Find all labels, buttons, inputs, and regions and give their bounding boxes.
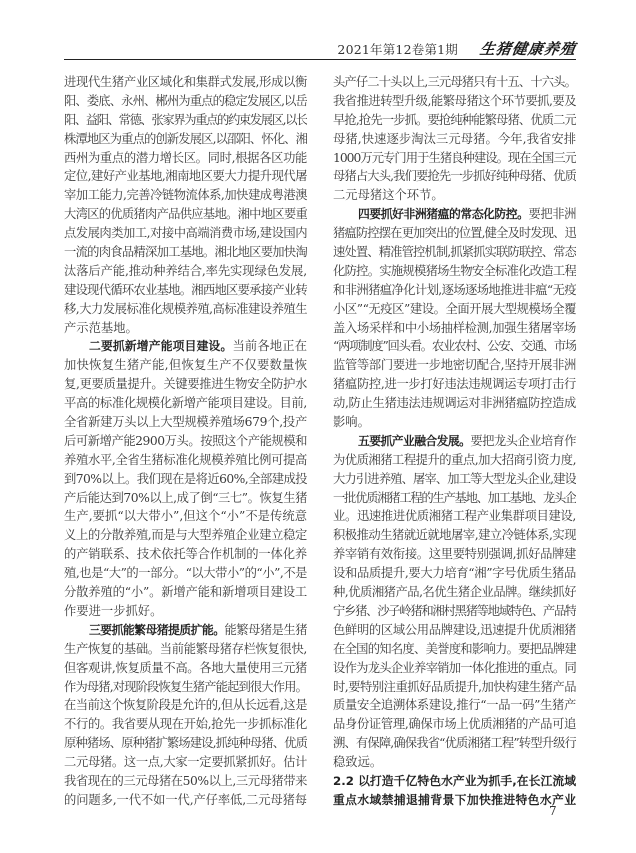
text-line xyxy=(333,678,576,697)
line-text: 二元母猪这个环节。 xyxy=(333,188,444,203)
line-text: 业。迅速推进优质湘猪工程产业集群项目建设, xyxy=(333,509,576,524)
line-text: 产示范基地。 xyxy=(64,320,138,335)
journal-logo: 生猪健康养殖 xyxy=(478,40,578,58)
line-text: 我省推进转型升级,能繁母猪这个环节要抓,要及 xyxy=(333,93,576,108)
text-line xyxy=(64,602,307,621)
text-line xyxy=(333,375,576,394)
line-text: 宁乡猪、沙子岭猪和湘村黑猪等地域特色、产品特 xyxy=(333,603,576,618)
line-text: 我省现在的三元母猪在50%以上,三元母猪带来 xyxy=(64,773,307,788)
line-text: 化防控。实施规模猪场生物安全标准化改造工程 xyxy=(333,263,576,278)
text-line xyxy=(64,451,307,470)
text-line xyxy=(64,130,307,149)
text-line xyxy=(64,262,307,281)
text-line xyxy=(64,224,307,243)
text-line xyxy=(64,640,307,659)
line-text: 色鲜明的区域公用品牌建设,迅速提升优质湘猪 xyxy=(333,622,576,637)
text-line xyxy=(333,659,576,678)
line-text: 复,更要质量提升。关键要推进生物安全防护水 xyxy=(64,377,307,392)
text-line xyxy=(333,186,576,205)
text-line xyxy=(64,149,307,168)
line-text: 移,大力发展标准化规模养殖,高标准建设养殖生 xyxy=(64,301,307,316)
text-line xyxy=(333,507,576,526)
text-line xyxy=(64,489,307,508)
line-text: 和非洲猪瘟净化计划,逐场逐场地推进非瘟“无疫 xyxy=(333,282,576,297)
line-text: 但客观讲,恢复质量不高。各地大量使用三元猪 xyxy=(64,660,307,675)
text-line xyxy=(64,375,307,394)
text-line xyxy=(64,621,307,640)
line-text: 影响。 xyxy=(333,415,370,430)
line-text: 殖,也是“大”的一部分。“以大带小”的“小”,不是 xyxy=(64,566,307,581)
text-line xyxy=(333,243,576,262)
line-text: 原种猪场、原种猪扩繁场建设,抓纯种母猪、优质 xyxy=(64,736,307,751)
text-line xyxy=(64,186,307,205)
line-text: 加快恢复生猪产能,但恢复生产不仅要数量恢 xyxy=(64,358,307,373)
text-line xyxy=(333,526,576,545)
issue-info: 2021年第12卷第1期 xyxy=(337,42,458,57)
text-line xyxy=(333,715,576,734)
text-line xyxy=(64,319,307,338)
line-text: 大力引进养殖、屠宰、加工等大型龙头企业,建设 xyxy=(333,471,576,486)
line-text: 生产恢复的基础。当前能繁母猪存栏恢复很快, xyxy=(64,641,307,656)
line-text: 1000万元专门用于生猪良种建设。现在全国三元 xyxy=(333,150,576,165)
text-line xyxy=(64,583,307,602)
text-line xyxy=(333,300,576,319)
paragraph-heading: 五要抓产业融合发展。 xyxy=(358,433,471,448)
text-line xyxy=(333,130,576,149)
line-text: 产后能达到70%以上,成了倒“三七”。恢复生猪 xyxy=(64,490,307,505)
text-line xyxy=(333,734,576,753)
line-text: 西州为重点的潜力增长区。同时,根据各区功能 xyxy=(64,150,307,165)
line-text: 监管等部门要进一步地密切配合,坚持开展非洲 xyxy=(333,358,576,373)
line-text: 猪瘟防控,进一步打好违法违规调运专项打击行 xyxy=(333,377,576,392)
section-heading-line xyxy=(333,791,576,810)
line-text: 母猪占大头,我们要抢先一步抓好纯种母猪、优质 xyxy=(333,169,576,184)
text-line xyxy=(333,394,576,413)
line-text: 的产销联系、技术依托等合作机制的一体化养 xyxy=(64,547,307,562)
text-line xyxy=(64,772,307,791)
text-line xyxy=(64,92,307,111)
text-line xyxy=(64,394,307,413)
line-text: 养宰销有效衔接。这里要特别强调,抓好品牌建 xyxy=(333,547,576,562)
text-line xyxy=(333,356,576,375)
line-text: 品身份证管理,确保市场上优质湘猪的产品可追 xyxy=(333,717,576,732)
text-line xyxy=(333,545,576,564)
line-text: 株潭地区为重点的创新发展区,以邵阳、怀化、湘 xyxy=(64,131,307,146)
text-line xyxy=(64,678,307,697)
text-line xyxy=(333,413,576,432)
right-column xyxy=(333,73,576,810)
line-text: 为优质湘猪工程提升的重点,加大招商引资力度, xyxy=(333,452,576,467)
line-text: 种,优质湘猪产品,名优生猪企业品牌。继续抓好 xyxy=(333,585,576,600)
text-line xyxy=(333,73,576,92)
line-text: 当前各地正在 xyxy=(232,339,307,354)
line-text: 一批优质湘猪工程的生产基地、加工基地、龙头企 xyxy=(333,490,576,505)
line-text: 生产,要抓“以大带小”,但这个“小”不是传统意 xyxy=(64,509,307,524)
paragraph-heading: 三要抓能繁母猪提质扩能。 xyxy=(89,622,225,637)
line-text: 能繁母猪是生猪 xyxy=(224,622,307,637)
line-text: 点发展肉类加工,对接中高端消费市场,建设国内 xyxy=(64,226,307,241)
line-text: 早抢,抢先一步抓。要抢纯种能繁母猪、优质二元 xyxy=(333,112,576,127)
line-text: 大湾区的优质猪肉产品供应基地。湘中地区要重 xyxy=(64,207,307,222)
text-line xyxy=(64,281,307,300)
line-text: 二元母猪。这一点,大家一定要抓紧抓好。估计 xyxy=(64,755,307,770)
line-text: 质量安全追溯体系建设,推行“一品一码”生猪产 xyxy=(333,698,576,713)
line-text: 后可新增产能2900万头。按照这个产能规模和 xyxy=(64,433,307,448)
text-line xyxy=(333,167,576,186)
line-text: 分散养殖的“小”。新增产能和新增项目建设工 xyxy=(64,585,307,600)
text-line xyxy=(64,413,307,432)
text-line xyxy=(64,337,307,356)
line-text: 在当前这个恢复阶段是允许的,但从长远看,这是 xyxy=(64,698,307,713)
text-line xyxy=(333,489,576,508)
line-text: 时,要特别注重抓好品质提升,加快构建生猪产品 xyxy=(333,679,576,694)
text-line xyxy=(333,205,576,224)
line-text: 稳致远。 xyxy=(333,755,383,770)
text-line xyxy=(333,337,576,356)
line-text: 建设现代循环农业基地。湘西地区要承接产业转 xyxy=(64,282,307,297)
line-text: 阳、娄底、永州、郴州为重点的稳定发展区,以岳 xyxy=(64,93,307,108)
line-text: 积极推动生猪就近就地屠宰,建立冷链体系,实现 xyxy=(333,528,576,543)
line-text: 母猪,快速逐步淘汰三元母猪。今年,我省安排 xyxy=(333,131,576,146)
line-text: 定位,建好产业基地,湘南地区要大力提升现代屠 xyxy=(64,169,307,184)
line-text: 动,防止生猪违法违规调运对非洲猪瘟防控造成 xyxy=(333,396,576,411)
text-line xyxy=(333,696,576,715)
text-line xyxy=(64,659,307,678)
text-line xyxy=(64,715,307,734)
text-line xyxy=(333,432,576,451)
line-text: 作要进一步抓好。 xyxy=(64,603,163,618)
text-line xyxy=(333,224,576,243)
line-text: 要把非洲 xyxy=(528,207,576,222)
section-heading-text: 重点水域禁捕退捕背景下加快推进特色水产业 xyxy=(333,792,576,807)
line-text: 小区”“无疫区”建设。全面开展大型规模场全覆 xyxy=(333,301,576,316)
text-line xyxy=(333,149,576,168)
text-line xyxy=(333,470,576,489)
text-line xyxy=(333,92,576,111)
text-line xyxy=(64,696,307,715)
line-text: 的问题多,一代不如一代,产仔率低,二元母猪每 xyxy=(64,792,307,807)
line-text: 盖入场采样和中小场抽样检测,加强生猪屠宰场 xyxy=(333,320,576,335)
line-text: 速处置、精准管控机制,抓紧抓实联防联控、常态 xyxy=(333,245,576,260)
text-line xyxy=(64,734,307,753)
text-line xyxy=(64,470,307,489)
text-line xyxy=(333,319,576,338)
text-line xyxy=(64,356,307,375)
text-line xyxy=(333,583,576,602)
text-line xyxy=(333,281,576,300)
text-line xyxy=(64,791,307,810)
line-text: 溯、有保障,确保我省“优质湘猪工程”转型升级行 xyxy=(333,736,576,751)
text-line xyxy=(64,111,307,130)
text-line xyxy=(333,262,576,281)
text-line xyxy=(333,640,576,659)
line-text: 头产仔二十头以上,三元母猪只有十五、十六头。 xyxy=(333,75,576,89)
text-line xyxy=(333,111,576,130)
text-line xyxy=(64,545,307,564)
text-line xyxy=(333,602,576,621)
section-heading-line xyxy=(333,772,576,791)
text-line xyxy=(64,167,307,186)
text-line xyxy=(64,753,307,772)
line-text: 作为母猪,对现阶段恢复生猪产能起到很大作用。 xyxy=(64,679,307,694)
line-text: 平高的标准化规模化新增产能项目建设。目前, xyxy=(64,396,307,411)
text-line xyxy=(64,564,307,583)
left-column xyxy=(64,73,307,810)
line-text: 在全国的知名度、美誉度和影响力。要把品牌建 xyxy=(333,641,576,656)
line-text: 阳、益阳、常德、张家界为重点的约束发展区,以长 xyxy=(64,112,307,127)
section-heading-text: 2.2 以打造千亿特色水产业为抓手,在长江流域 xyxy=(333,773,576,788)
page-number: 7 xyxy=(549,804,557,818)
text-line xyxy=(64,526,307,545)
text-line xyxy=(64,432,307,451)
text-line xyxy=(64,507,307,526)
text-line xyxy=(64,205,307,224)
line-text: 一流的肉食品精深加工基地。湘北地区要加快淘 xyxy=(64,245,307,260)
line-text: 养殖水平,全省生猪标准化规模养殖比例可提高 xyxy=(64,452,307,467)
text-line xyxy=(333,621,576,640)
text-line xyxy=(64,300,307,319)
line-text: 设作为龙头企业养宰销加一体化推进的重点。同 xyxy=(333,660,576,675)
line-text: 猪瘟防控摆在更加突出的位置,健全及时发现、迅 xyxy=(333,226,576,241)
line-text: 全省新建万头以上大型规模养殖场679个,投产 xyxy=(64,415,307,430)
text-line xyxy=(64,243,307,262)
paragraph-heading: 四要抓好非洲猪瘟的常态化防控。 xyxy=(358,207,529,222)
text-line xyxy=(333,564,576,583)
line-text: 宰加工能力,完善冷链物流体系,加快建成粤港澳 xyxy=(64,188,307,203)
text-line xyxy=(64,73,307,92)
line-text: 不行的。我省要从现在开始,抢先一步抓标准化 xyxy=(64,717,307,732)
line-text: 进现代生猪产业区域化和集群式发展,形成以衡 xyxy=(64,75,307,89)
paragraph-heading: 二要抓新增产能项目建设。 xyxy=(89,339,233,354)
line-text: 设和品质提升,要大力培育“湘”字号优质生猪品 xyxy=(333,566,576,581)
line-text: 到70%以上。我们现在是将近60%,全部建成投 xyxy=(64,471,307,486)
text-line xyxy=(333,753,576,772)
line-text: 义上的分散养殖,而是与大型养殖企业建立稳定 xyxy=(64,528,307,543)
text-line xyxy=(333,451,576,470)
line-text: 要把龙头企业培育作 xyxy=(470,433,576,448)
running-header xyxy=(64,38,576,60)
line-text: “两项制度”回头看。农业农村、公安、交通、市场 xyxy=(333,339,576,354)
line-text: 汰落后产能,推动种养结合,率先实现绿色发展, xyxy=(64,263,307,278)
